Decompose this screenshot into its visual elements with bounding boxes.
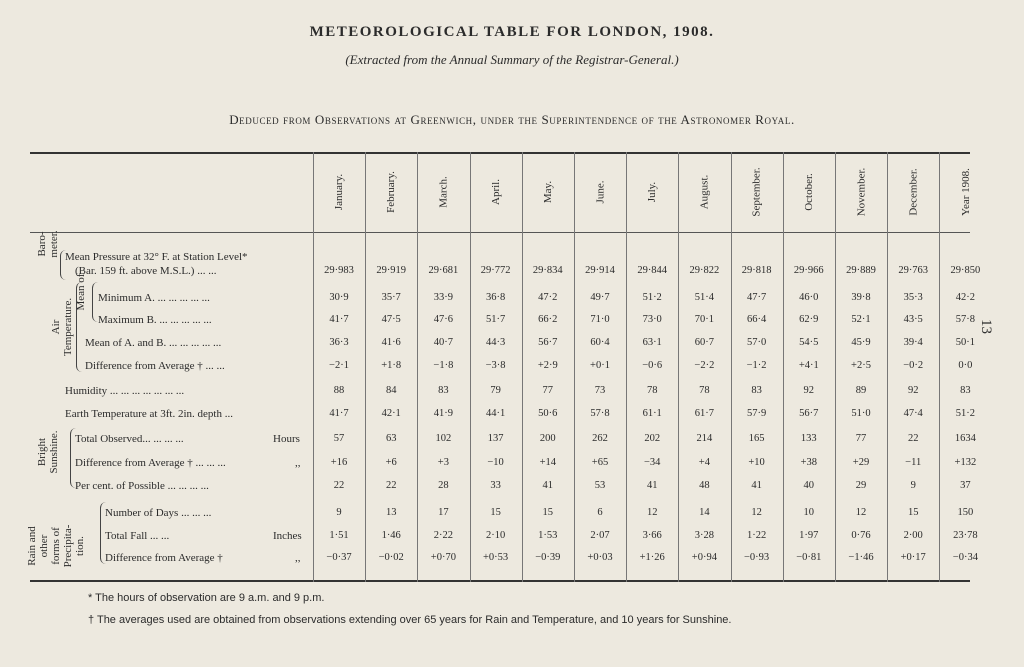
column-header-label: September. — [750, 167, 763, 217]
table-cell: 13 — [385, 507, 397, 518]
table-cell: −10 — [487, 457, 504, 468]
table-cell: 60·7 — [694, 337, 715, 348]
table-cell: +4 — [698, 457, 710, 468]
table-cell: 61·1 — [642, 408, 662, 419]
table-cell: 29·966 — [793, 265, 824, 276]
table-cell: 1634 — [954, 433, 976, 444]
table-cell: 54·5 — [799, 337, 819, 348]
table-cell: 36·3 — [329, 337, 349, 348]
table-cell: 66·2 — [538, 314, 558, 325]
table-cell: 2·07 — [590, 530, 610, 541]
table-cell: 15 — [542, 507, 554, 518]
table-cell: 29·983 — [324, 265, 354, 276]
table-cell: 46·0 — [799, 292, 819, 303]
table-cell: 56·7 — [538, 337, 558, 348]
table-cell: 28 — [438, 480, 449, 491]
table-cell: 92 — [907, 385, 919, 396]
table-cell: 102 — [435, 433, 452, 444]
table-cell: −3·8 — [485, 360, 506, 371]
table-cell: 29·834 — [532, 265, 563, 276]
table-cell: +0·94 — [691, 552, 717, 563]
table-cell: +132 — [954, 457, 977, 468]
row-label: Total Observed... ... ... ... — [75, 433, 184, 445]
table-cell: 29·772 — [480, 265, 511, 276]
table-header-rule — [30, 232, 970, 233]
table-cell: 60·4 — [590, 337, 610, 348]
row-unit: ,, — [295, 457, 301, 469]
table-cell: 15 — [907, 507, 919, 518]
row-group-label-mean-of: Mean of — [75, 273, 87, 311]
column-header-label: July. — [646, 181, 659, 203]
table-cell: 1·51 — [329, 530, 349, 541]
column-header — [835, 156, 887, 228]
page-number: 13 — [978, 319, 994, 334]
table-cell: +0·1 — [590, 360, 610, 371]
table-cell: −0·2 — [903, 360, 924, 371]
table-cell: 47·7 — [746, 292, 767, 303]
table-cell: −0·39 — [535, 552, 561, 563]
table-cell: 56·7 — [799, 408, 819, 419]
column-header-label: March. — [437, 176, 450, 208]
row-unit: Inches — [273, 530, 302, 542]
table-cell: 22 — [907, 433, 919, 444]
row-group-label-bright-sunshine: Bright Sunshine. — [36, 430, 60, 474]
table-cell: −0·37 — [326, 552, 352, 563]
table-cell: 51·7 — [485, 314, 506, 325]
column-header-label: February. — [385, 171, 398, 213]
column-header-label: December. — [907, 168, 920, 216]
row-unit: Hours — [273, 433, 300, 445]
table-cell: −1·46 — [848, 552, 874, 563]
row-label: Per cent. of Possible ... ... ... ... — [75, 480, 209, 492]
table-cell: 50·6 — [538, 408, 558, 419]
row-label: Mean of A. and B. ... ... ... ... ... — [85, 337, 222, 349]
row-label: Maximum B. ... ... ... ... ... — [98, 314, 212, 326]
column-header — [678, 156, 730, 228]
table-cell: −2·1 — [329, 360, 349, 371]
table-cell: 41 — [646, 480, 658, 491]
row-label: Difference from Average † — [105, 552, 223, 564]
table-cell: 12 — [855, 507, 867, 518]
table-cell: 36·8 — [485, 292, 506, 303]
table-cell: 9 — [336, 507, 342, 518]
table-cell: 57·8 — [955, 314, 976, 325]
table-cell: 3·28 — [694, 530, 715, 541]
footnote-observation-hours: * The hours of observation are 9 a.m. and 9 p.m. — [88, 592, 325, 604]
row-group-label-barometer: Baro- meter. — [36, 230, 60, 258]
table-cell: 2·00 — [903, 530, 923, 541]
table-cell: +4·1 — [798, 360, 819, 371]
table-cell: 51·2 — [642, 292, 662, 303]
table-cell: 42·1 — [381, 408, 401, 419]
table-cell: 49·7 — [590, 292, 610, 303]
table-cell: 29·681 — [428, 265, 459, 276]
column-header-label: October. — [802, 173, 815, 211]
table-cell: 29·763 — [898, 265, 929, 276]
table-cell: 42·2 — [955, 292, 976, 303]
row-label: Mean Pressure at 32° F. at Station Level* — [65, 251, 248, 263]
group-brace — [60, 250, 67, 280]
table-cell: −0·34 — [952, 552, 978, 563]
table-cell: 29·889 — [846, 265, 876, 276]
column-header-label: November. — [854, 167, 867, 217]
table-cell: 92 — [803, 385, 815, 396]
table-cell: 78 — [699, 385, 710, 396]
table-cell: +10 — [748, 457, 765, 468]
table-cell: +0·53 — [483, 552, 509, 563]
column-header — [731, 156, 783, 228]
table-cell: 202 — [644, 433, 661, 444]
table-cell: 165 — [748, 433, 765, 444]
table-cell: 63 — [385, 433, 397, 444]
table-cell: 39·8 — [851, 292, 871, 303]
table-cell: 53 — [594, 480, 606, 491]
table-cell: 89 — [855, 385, 867, 396]
row-label: Total Fall ... ... — [105, 530, 170, 542]
table-cell: 1·53 — [538, 530, 558, 541]
table-cell: 78 — [646, 385, 658, 396]
table-cell: 73·0 — [642, 314, 662, 325]
column-header — [417, 156, 469, 228]
table-cell: 47·4 — [903, 408, 923, 419]
table-cell: 71·0 — [590, 314, 610, 325]
table-cell: +1·26 — [639, 552, 665, 563]
table-bottom-rule — [30, 580, 970, 582]
table-cell: 47·2 — [538, 292, 558, 303]
table-cell: 9 — [910, 480, 916, 491]
table-cell: −0·81 — [796, 552, 822, 563]
table-cell: +65 — [591, 457, 609, 468]
table-cell: 10 — [803, 507, 815, 518]
group-brace — [100, 502, 107, 564]
table-cell: +0·03 — [587, 552, 613, 563]
table-cell: 29·844 — [637, 265, 668, 276]
group-brace — [70, 428, 77, 488]
row-label: Difference from Average † ... ... — [85, 360, 225, 372]
table-cell: 40·7 — [433, 337, 454, 348]
table-cell: 29·914 — [585, 265, 615, 276]
table-cell: 83 — [751, 385, 762, 396]
table-cell: 200 — [539, 433, 556, 444]
row-unit: ,, — [295, 552, 301, 564]
table-cell: 41 — [751, 480, 762, 491]
table-cell: +0·17 — [900, 552, 926, 563]
column-header-label: January. — [333, 173, 345, 211]
column-header — [783, 156, 835, 228]
footnote-averages: † The averages used are obtained from observations extending over 65 years for Rain and Temperature, and 10 years for Sunshine. — [88, 614, 732, 626]
column-header-label: June. — [593, 180, 606, 204]
table-cell: 40 — [803, 480, 815, 491]
table-cell: 3·66 — [642, 530, 662, 541]
table-cell: 47·5 — [381, 314, 401, 325]
column-header-label: May. — [541, 180, 554, 204]
table-cell: 0·76 — [851, 530, 871, 541]
table-cell: 41·9 — [433, 408, 454, 419]
column-header — [574, 156, 626, 228]
table-cell: −34 — [643, 457, 661, 468]
row-label-continued: (Bar. 159 ft. above M.S.L.) ... ... — [75, 265, 217, 277]
group-brace — [92, 282, 99, 322]
table-cell: 262 — [592, 433, 608, 444]
column-header — [626, 156, 678, 228]
table-cell: 29·850 — [950, 265, 981, 276]
table-cell: 45·9 — [851, 337, 871, 348]
table-cell: 66·4 — [746, 314, 767, 325]
table-cell: 14 — [699, 507, 710, 518]
table-cell: 79 — [490, 385, 501, 396]
table-cell: +38 — [800, 457, 817, 468]
meteorological-table — [26, 152, 981, 582]
table-cell: +29 — [852, 457, 870, 468]
table-cell: +2·9 — [537, 360, 558, 371]
table-cell: 61·7 — [694, 408, 715, 419]
table-cell: 12 — [751, 507, 762, 518]
table-cell: 29·818 — [741, 265, 772, 276]
table-cell: 1·22 — [746, 530, 767, 541]
column-header — [939, 156, 991, 228]
table-cell: 77 — [542, 385, 554, 396]
table-cell: 43·5 — [903, 314, 923, 325]
page-subtitle: (Extracted from the Annual Summary of the Registrar-General.) — [345, 52, 679, 67]
table-cell: 41·7 — [329, 314, 349, 325]
table-cell: −1·2 — [746, 360, 767, 371]
column-header-label: August. — [698, 174, 711, 210]
table-cell: 50·1 — [955, 337, 976, 348]
table-cell: +14 — [539, 457, 556, 468]
table-cell: −2·2 — [694, 360, 715, 371]
table-cell: +3 — [437, 457, 449, 468]
table-cell: 35·3 — [903, 292, 923, 303]
table-cell: 88 — [333, 385, 345, 396]
table-cell: 2·10 — [485, 530, 506, 541]
table-cell: 33·9 — [433, 292, 454, 303]
table-cell: −0·02 — [378, 552, 404, 563]
table-cell: −0·93 — [744, 552, 770, 563]
table-cell: 214 — [696, 433, 713, 444]
table-cell: +16 — [330, 457, 348, 468]
table-cell: 23·78 — [953, 530, 978, 541]
row-label: Minimum A. ... ... ... ... ... — [98, 292, 210, 304]
row-label: Earth Temperature at 3ft. 2in. depth ... — [65, 408, 233, 420]
table-cell: 2·22 — [433, 530, 454, 541]
table-cell: −11 — [905, 457, 922, 468]
table-cell: 83 — [960, 385, 971, 396]
table-cell: 15 — [490, 507, 501, 518]
table-cell: −0·6 — [642, 360, 663, 371]
table-cell: 12 — [646, 507, 658, 518]
table-cell: 22 — [385, 480, 397, 491]
table-cell: 51·4 — [694, 292, 715, 303]
table-cell: 30·9 — [329, 292, 349, 303]
table-cell: 137 — [487, 433, 504, 444]
table-cell: 17 — [438, 507, 449, 518]
table-cell: +6 — [385, 457, 397, 468]
table-cell: +0·70 — [430, 552, 456, 563]
table-cell: 83 — [438, 385, 449, 396]
table-cell: 0·0 — [958, 360, 973, 371]
table-cell: 29·822 — [689, 265, 720, 276]
table-cell: 44·3 — [485, 337, 506, 348]
table-cell: 33 — [490, 480, 501, 491]
table-cell: 57 — [333, 433, 345, 444]
page-title: METEOROLOGICAL TABLE FOR LONDON, 1908. — [309, 24, 715, 40]
table-cell: 35·7 — [381, 292, 401, 303]
table-cell: −1·8 — [433, 360, 454, 371]
table-cell: 39·4 — [903, 337, 923, 348]
column-header — [887, 156, 939, 228]
column-header — [470, 156, 522, 228]
table-cell: 41·7 — [329, 408, 349, 419]
table-cell: 1·46 — [381, 530, 401, 541]
table-top-rule — [30, 152, 970, 154]
table-cell: 77 — [855, 433, 867, 444]
table-cell: 29 — [855, 480, 867, 491]
table-cell: 22 — [333, 480, 345, 491]
column-header — [522, 156, 574, 228]
row-label: Number of Days ... ... ... — [105, 507, 212, 519]
group-brace — [76, 282, 83, 372]
table-cell: 57·8 — [590, 408, 610, 419]
table-cell: 57·0 — [746, 337, 767, 348]
source-note: Deduced from Observations at Greenwich, under the Superintendence of the Astronomer Royal. — [229, 112, 795, 127]
row-group-label-rain: Rain and other forms of Precipita- tion. — [26, 524, 86, 568]
row-group-label-air-temperature: Air Temperature. — [50, 297, 74, 357]
table-cell: 84 — [385, 385, 397, 396]
table-cell: 73 — [594, 385, 606, 396]
table-cell: +2·5 — [851, 360, 871, 371]
table-cell: 37 — [960, 480, 971, 491]
table-cell: 70·1 — [694, 314, 715, 325]
table-cell: 41 — [542, 480, 554, 491]
table-cell: 48 — [699, 480, 710, 491]
table-cell: 150 — [957, 507, 974, 518]
table-cell: 29·919 — [376, 265, 407, 276]
table-cell: 63·1 — [642, 337, 662, 348]
table-cell: 47·6 — [433, 314, 454, 325]
table-cell: 44·1 — [485, 408, 506, 419]
column-header-label: April. — [489, 179, 502, 205]
table-cell: 51·0 — [851, 408, 871, 419]
table-cell: 51·2 — [955, 408, 976, 419]
column-header-label: Year 1908. — [959, 168, 972, 216]
table-cell: 1·97 — [799, 530, 819, 541]
table-cell: 52·1 — [851, 314, 871, 325]
row-label: Humidity ... ... ... ... ... ... ... — [65, 385, 185, 397]
row-label: Difference from Average † ... ... ... — [75, 457, 226, 469]
table-cell: +1·8 — [381, 360, 402, 371]
table-cell: 41·6 — [381, 337, 401, 348]
table-cell: 133 — [800, 433, 817, 444]
table-cell: 6 — [597, 507, 603, 518]
column-header — [365, 156, 417, 228]
table-cell: 57·9 — [746, 408, 767, 419]
table-cell: 62·9 — [799, 314, 819, 325]
column-header — [313, 156, 365, 228]
